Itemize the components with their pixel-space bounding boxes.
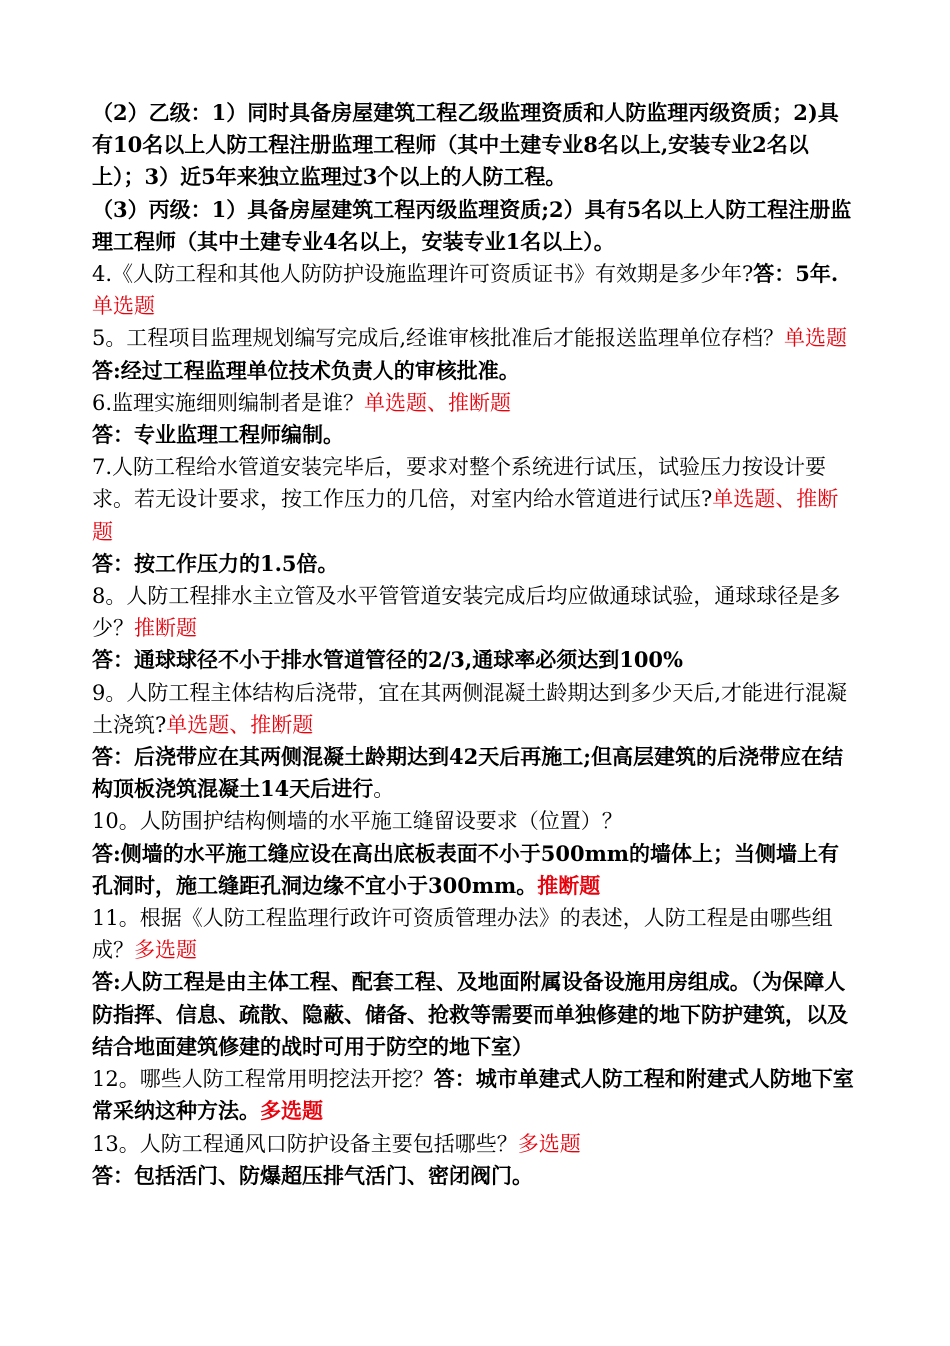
answer-text: 答：包括活门、防爆超压排气活门、密闭阀门。 [92, 1162, 533, 1188]
question-type-tag: 单选题、推断题 [92, 487, 839, 544]
question-type-tag: 推断题 [537, 872, 601, 898]
paragraph [92, 258, 858, 322]
question-type-tag: 多选题 [260, 1098, 323, 1124]
answer-text: 答：城市单建式人防工程和附建式人防地下室常采纳这种方法。 [92, 1066, 854, 1124]
question-text: 7.人防工程给水管道安装完毕后，要求对整个系统进行试压，试验压力按设计要求。若无设计要求，按工作压力的几倍，对室内给水管道进行试压? [92, 455, 827, 512]
answer-text: 答：后浇带应在其两侧混凝土龄期达到42天后再施工;但高层建筑的后浇带应在结构顶板浇筑混凝土14天后进行 [92, 744, 843, 802]
paragraph [92, 966, 858, 1063]
paragraph [92, 451, 858, 548]
question-text: 9。人防工程主体结构后浇带，宜在其两侧混凝土龄期达到多少天后,才能进行混凝土浇筑? [92, 680, 848, 737]
question-text: 6.监理实施细则编制者是谁？ [92, 390, 365, 415]
answer-text: （3）丙级：1）具备房屋建筑工程丙级监理资质;2）具有5名以上人防工程注册监理工程师（其中土建专业4名以上，安装专业1名以上）。 [92, 196, 852, 254]
question-type-tag: 单选题、推断题 [166, 712, 314, 737]
paragraph [92, 419, 858, 451]
paragraph [92, 1063, 858, 1127]
question-text: 13。人防工程通风口防护设备主要包括哪些？ [92, 1131, 518, 1156]
answer-text: 答:经过工程监理单位技术负责人的审核批准。 [92, 357, 520, 383]
question-type-tag: 单选题 [92, 294, 155, 319]
paragraph [92, 580, 858, 644]
paragraph [92, 677, 858, 741]
answer-text: 答：通球球径不小于排水管道管径的2/3,通球率必须达到100% [92, 647, 683, 673]
question-text: 10。人防围护结构侧墙的水平施工缝留设要求（位置）？ [92, 809, 623, 834]
question-type-tag: 单选题 [784, 326, 848, 351]
answer-text: （2）乙级：1）同时具备房屋建筑工程乙级监理资质和人防监理丙级资质；2)具有10名以上人防工程注册监理工程师（其中土建专业8名以上,安装专业2名以上）；3）近5年来独立监理过3个以上的人防工程。 [92, 100, 839, 190]
paragraph [92, 838, 858, 902]
document-page [92, 97, 858, 1192]
paragraph [92, 97, 858, 194]
question-text: 8。人防工程排水主立管及水平管管道安装完成后均应做通球试验，通球球径是多少？ [92, 584, 841, 641]
paragraph [92, 194, 858, 258]
paragraph [92, 1160, 858, 1192]
question-text: 11。根据《人防工程监理行政许可资质管理办法》的表述，人防工程是由哪些组成？ [92, 906, 833, 963]
paragraph [92, 741, 858, 805]
question-type-tag: 单选题、推断题 [364, 390, 512, 415]
paragraph [92, 902, 858, 966]
question-text: 12。哪些人防工程常用明挖法开挖？ [92, 1067, 434, 1092]
answer-text: 答：专业监理工程师编制。 [92, 422, 344, 448]
question-type-tag: 多选题 [134, 938, 197, 963]
question-type-tag: 推断题 [134, 616, 197, 641]
paragraph [92, 322, 858, 354]
question-type-tag: 多选题 [517, 1131, 581, 1156]
paragraph [92, 355, 858, 387]
answer-text: 答：按工作压力的1.5倍。 [92, 550, 339, 576]
answer-text: 答:人防工程是由主体工程、配套工程、及地面附属设备设施用房组成。（为保障人防指挥、信息、疏散、隐蔽、储备、抢救等需要而单独修建的地下防护建筑，以及结合地面建筑修建的战时可用于防空的地下室） [92, 969, 848, 1059]
answer-text: 答:侧墙的水平施工缝应设在高出底板表面不小于500mm的墙体上；当侧墙上有孔洞时，施工缝距孔洞边缘不宜小于300mm。 [92, 840, 840, 898]
question-text: 。 [373, 777, 395, 802]
question-text: 5。工程项目监理规划编写完成后,经谁审核批准后才能报送监理单位存档？ [92, 326, 785, 351]
paragraph [92, 644, 858, 676]
paragraph [92, 805, 858, 837]
question-text: 4.《人防工程和其他人防防护设施监理许可资质证书》有效期是多少年? [92, 262, 754, 287]
paragraph [92, 387, 858, 419]
paragraph [92, 548, 858, 580]
answer-text: 答：5年. [753, 261, 839, 287]
paragraph [92, 1128, 858, 1160]
